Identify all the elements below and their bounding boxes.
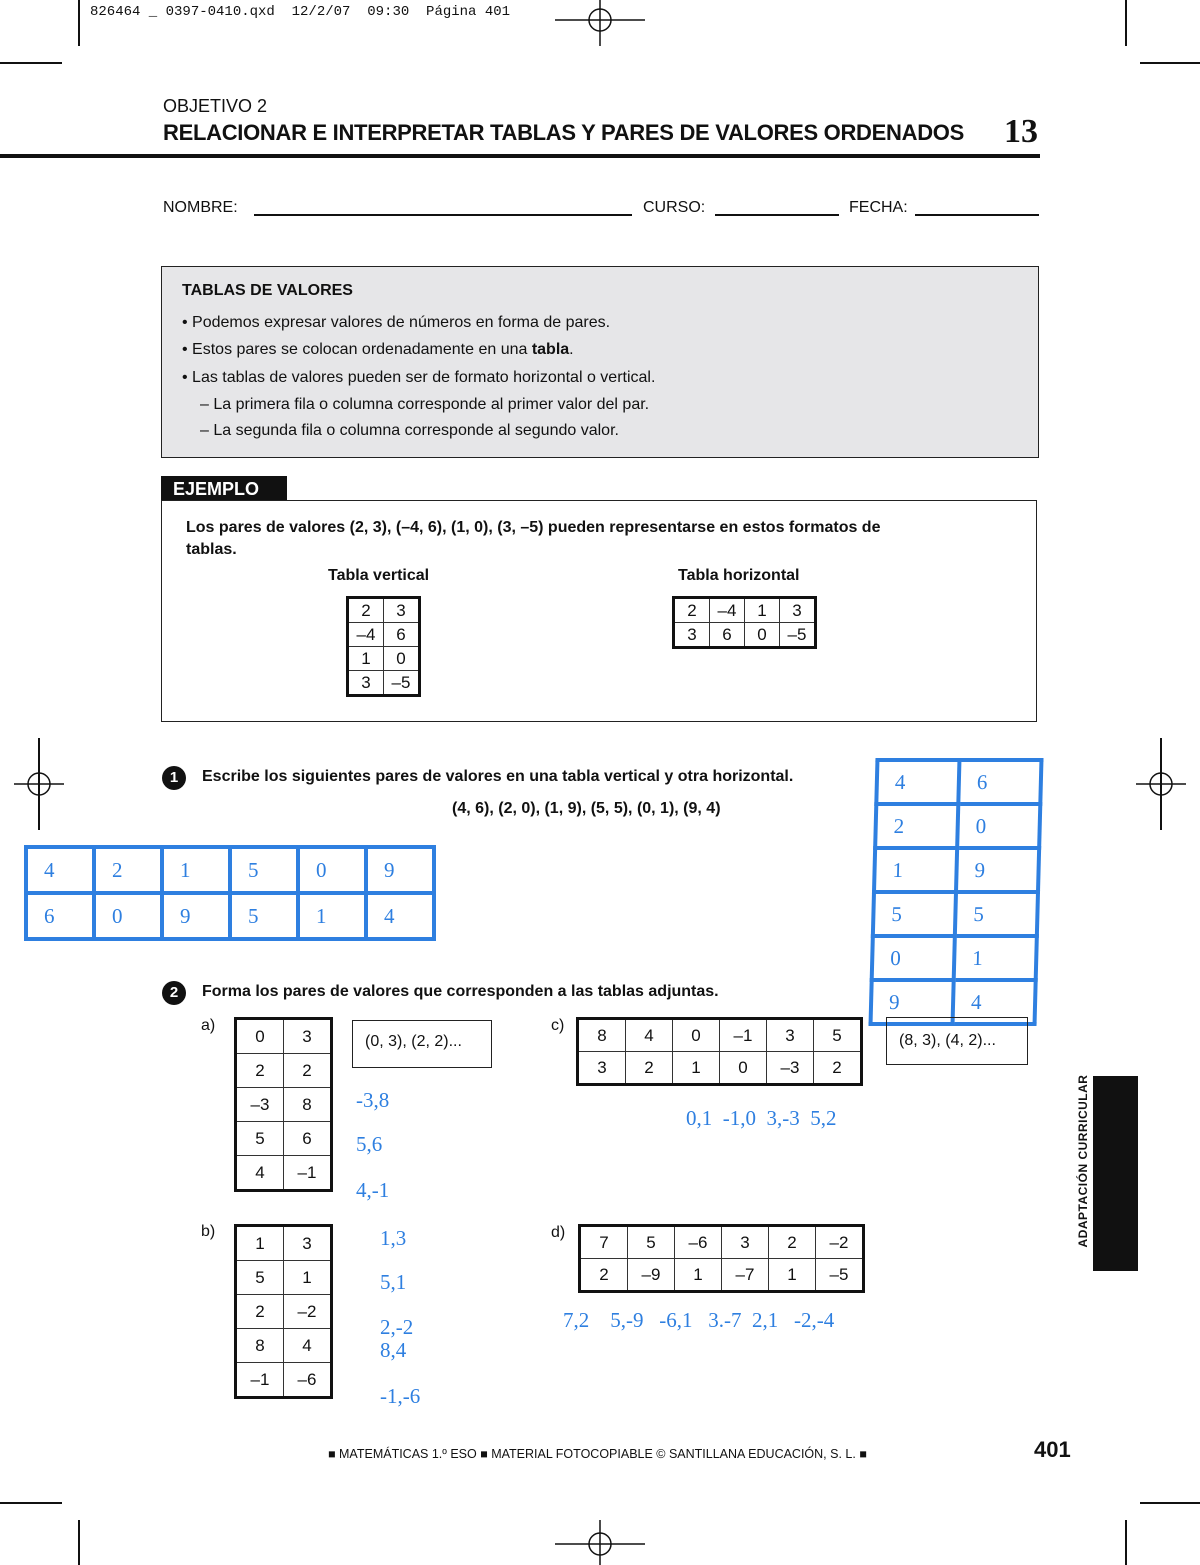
table-cell: 3 (578, 1052, 626, 1085)
table-cell: 2 (284, 1054, 332, 1088)
course-label: CURSO: (643, 199, 706, 216)
table-cell: 0 (236, 1019, 284, 1054)
table-cell: 9 (366, 847, 434, 893)
page-title: RELACIONAR E INTERPRETAR TABLAS Y PARES DE VALORES ORDENADOS (163, 120, 964, 145)
table-cell: 0 (94, 893, 162, 939)
course-field[interactable] (715, 214, 839, 216)
table-row (348, 671, 420, 696)
table-cell: 1 (284, 1261, 332, 1295)
exercise-2-instruction: Forma los pares de valores que corresponden a las tablas adjuntas. (202, 983, 719, 1000)
table-cell: 3 (348, 671, 384, 696)
table-cell: 0 (298, 847, 366, 893)
table-cell: 6 (26, 893, 94, 939)
table-cell: 6 (958, 760, 1041, 804)
table-cell: –4 (710, 598, 745, 623)
table-row (872, 936, 1037, 980)
table-cell: 0 (673, 1019, 720, 1052)
example-vertical-table (346, 596, 421, 697)
table-c (576, 1017, 863, 1086)
part-b-label: b) (201, 1223, 216, 1240)
table-cell: –1 (236, 1363, 284, 1398)
table-cell: 4 (626, 1019, 673, 1052)
info-bullet: • Las tablas de valores pueden ser de formato horizontal o vertical. (182, 369, 656, 386)
table-cell: 9 (162, 893, 230, 939)
answer-b: 2,-2 (380, 1315, 414, 1339)
table-cell: 1 (745, 598, 780, 623)
table-cell: 0 (384, 647, 420, 671)
example-text: Los pares de valores (2, 3), (–4, 6), (1, 0), (3, –5) pueden representarse en estos formatos de tablas. (186, 519, 881, 558)
table-b (234, 1224, 333, 1399)
part-a-label: a) (201, 1017, 216, 1034)
table-cell: 0 (745, 623, 780, 648)
table-cell: 6 (710, 623, 745, 648)
info-sub-bullet: – La segunda fila o columna corresponde al segundo valor. (200, 422, 619, 439)
answer-a: 5,6 (356, 1132, 383, 1156)
answer-b: 8,4 (380, 1338, 407, 1362)
answer-b: -1,-6 (380, 1384, 421, 1408)
vertical-table-label: Tabla vertical (328, 567, 430, 584)
side-tab-label: ADAPTACIÓN CURRICULAR (1076, 1074, 1090, 1248)
table-cell: 3 (284, 1019, 332, 1054)
table-cell: 6 (384, 623, 420, 647)
table-cell: –5 (780, 623, 816, 648)
name-field[interactable] (254, 214, 632, 216)
table-cell: 3 (767, 1019, 814, 1052)
table-row (236, 1019, 332, 1054)
table-cell: –3 (767, 1052, 814, 1085)
horizontal-table-label: Tabla horizontal (678, 567, 800, 584)
table-cell: 5 (873, 892, 956, 936)
table-cell: –5 (816, 1259, 864, 1292)
table-a (234, 1017, 333, 1192)
table-row (875, 804, 1040, 848)
footer-text: ■ MATEMÁTICAS 1.º ESO ■ MATERIAL FOTOCOPIABLE © SANTILLANA EDUCACIÓN, S. L. ■ (328, 1447, 867, 1461)
table-cell: 5 (814, 1019, 862, 1052)
table-cell: 2 (769, 1226, 816, 1259)
part-c-label: c) (551, 1017, 565, 1034)
table-cell: 2 (875, 804, 958, 848)
table-cell: 2 (236, 1295, 284, 1329)
table-cell: 4 (953, 980, 1036, 1024)
table-cell: 2 (236, 1054, 284, 1088)
table-row (348, 623, 420, 647)
registration-target-icon (1136, 764, 1186, 804)
table-cell: 1 (162, 847, 230, 893)
table-cell: –6 (675, 1226, 722, 1259)
table-cell: –4 (348, 623, 384, 647)
table-row (876, 760, 1041, 804)
date-field[interactable] (915, 214, 1039, 216)
table-cell: 3 (284, 1226, 332, 1261)
table-cell: 6 (284, 1122, 332, 1156)
table-row (26, 893, 434, 939)
answer-d: 7,2 5,-9 -6,1 3.-7 2,1 -2,-4 (563, 1308, 835, 1332)
table-cell: 4 (236, 1156, 284, 1191)
exercise-1-badge: 1 (162, 766, 186, 790)
exercise-1-pairs: (4, 6), (2, 0), (1, 9), (5, 5), (0, 1), (9, 4) (452, 800, 721, 817)
table-cell: 8 (236, 1329, 284, 1363)
table-cell: 2 (626, 1052, 673, 1085)
table-row (873, 892, 1038, 936)
info-bullet: • Podemos expresar valores de números en forma de pares. (182, 314, 611, 331)
table-cell: 3 (780, 598, 816, 623)
registration-target-icon (555, 0, 645, 46)
table-row (580, 1259, 864, 1292)
table-cell: 0 (872, 936, 955, 980)
table-cell: 1 (954, 936, 1037, 980)
example-tag: EJEMPLO (161, 476, 287, 500)
table-cell: 4 (284, 1329, 332, 1363)
page-number: 401 (1034, 1437, 1071, 1462)
table-cell: 8 (578, 1019, 626, 1052)
table-cell: –2 (816, 1226, 864, 1259)
table-cell: 3 (384, 598, 420, 623)
registration-target-icon (14, 764, 64, 804)
table-row (236, 1122, 332, 1156)
table-row (578, 1052, 862, 1085)
table-cell: 1 (673, 1052, 720, 1085)
table-row (674, 598, 816, 623)
table-cell: 5 (955, 892, 1038, 936)
table-row (236, 1261, 332, 1295)
table-row (236, 1054, 332, 1088)
table-cell: –7 (722, 1259, 769, 1292)
table-cell: 2 (580, 1259, 628, 1292)
table-cell: 1 (675, 1259, 722, 1292)
hint-box-a: (0, 3), (2, 2)... (352, 1020, 492, 1068)
name-label: NOMBRE: (163, 199, 238, 216)
handwritten-vertical-table (868, 758, 1043, 1026)
table-cell: 1 (348, 647, 384, 671)
table-row (348, 598, 420, 623)
table-row (236, 1156, 332, 1191)
print-header: 826464 _ 0397-0410.qxd 12/2/07 09:30 Página 401 (90, 4, 511, 20)
table-cell: 3 (674, 623, 710, 648)
table-cell: 2 (348, 598, 384, 623)
table-cell: –2 (284, 1295, 332, 1329)
table-cell: 1 (236, 1226, 284, 1261)
side-tab (1093, 1076, 1138, 1271)
table-cell: 2 (814, 1052, 862, 1085)
table-cell: 9 (871, 980, 954, 1024)
table-row (236, 1226, 332, 1261)
table-row (236, 1329, 332, 1363)
handwritten-horizontal-table (24, 845, 436, 941)
table-row (236, 1088, 332, 1122)
table-cell: 4 (876, 760, 959, 804)
table-cell: –1 (720, 1019, 767, 1052)
answer-b: 5,1 (380, 1270, 407, 1294)
table-cell: 0 (957, 804, 1040, 848)
table-cell: 5 (628, 1226, 675, 1259)
answer-a: -3,8 (356, 1088, 390, 1112)
table-cell: –6 (284, 1363, 332, 1398)
table-cell: 1 (769, 1259, 816, 1292)
table-cell: 5 (230, 847, 298, 893)
info-heading: TABLAS DE VALORES (182, 282, 353, 299)
info-sub-bullet: – La primera fila o columna corresponde al primer valor del par. (200, 396, 650, 413)
answer-b: 1,3 (380, 1226, 407, 1250)
table-cell: 0 (720, 1052, 767, 1085)
unit-number: 13 (1004, 113, 1038, 150)
info-bullet: • Estos pares se colocan ordenadamente en una tabla. (182, 341, 574, 358)
table-row (236, 1295, 332, 1329)
table-d (578, 1224, 865, 1293)
part-d-label: d) (551, 1224, 566, 1241)
table-cell: 2 (674, 598, 710, 623)
table-row (26, 847, 434, 893)
table-cell: 9 (956, 848, 1039, 892)
table-cell: 4 (366, 893, 434, 939)
answer-c: 0,1 -1,0 3,-3 5,2 (686, 1106, 837, 1130)
example-box (161, 500, 1037, 722)
title-rule (0, 154, 1040, 158)
table-cell: 4 (26, 847, 94, 893)
table-row (578, 1019, 862, 1052)
example-horizontal-table (672, 596, 817, 649)
table-cell: 5 (236, 1261, 284, 1295)
table-cell: 7 (580, 1226, 628, 1259)
table-cell: 3 (722, 1226, 769, 1259)
table-row (348, 647, 420, 671)
table-cell: 1 (298, 893, 366, 939)
info-box (161, 266, 1039, 458)
table-cell: –5 (384, 671, 420, 696)
date-label: FECHA: (849, 199, 908, 216)
table-row (236, 1363, 332, 1398)
table-cell: 5 (230, 893, 298, 939)
table-cell: 2 (94, 847, 162, 893)
table-row (580, 1226, 864, 1259)
table-row (874, 848, 1039, 892)
hint-box-c: (8, 3), (4, 2)... (886, 1017, 1028, 1065)
table-cell: –9 (628, 1259, 675, 1292)
table-cell: 8 (284, 1088, 332, 1122)
table-cell: –1 (284, 1156, 332, 1191)
table-cell: –3 (236, 1088, 284, 1122)
registration-target-icon (555, 1520, 645, 1565)
exercise-2-badge: 2 (162, 981, 186, 1005)
objective-label: OBJETIVO 2 (163, 96, 268, 116)
table-row (674, 623, 816, 648)
table-cell: 5 (236, 1122, 284, 1156)
table-cell: 1 (874, 848, 957, 892)
exercise-1-instruction: Escribe los siguientes pares de valores en una tabla vertical y otra horizontal. (202, 768, 794, 785)
answer-a: 4,-1 (356, 1178, 390, 1202)
